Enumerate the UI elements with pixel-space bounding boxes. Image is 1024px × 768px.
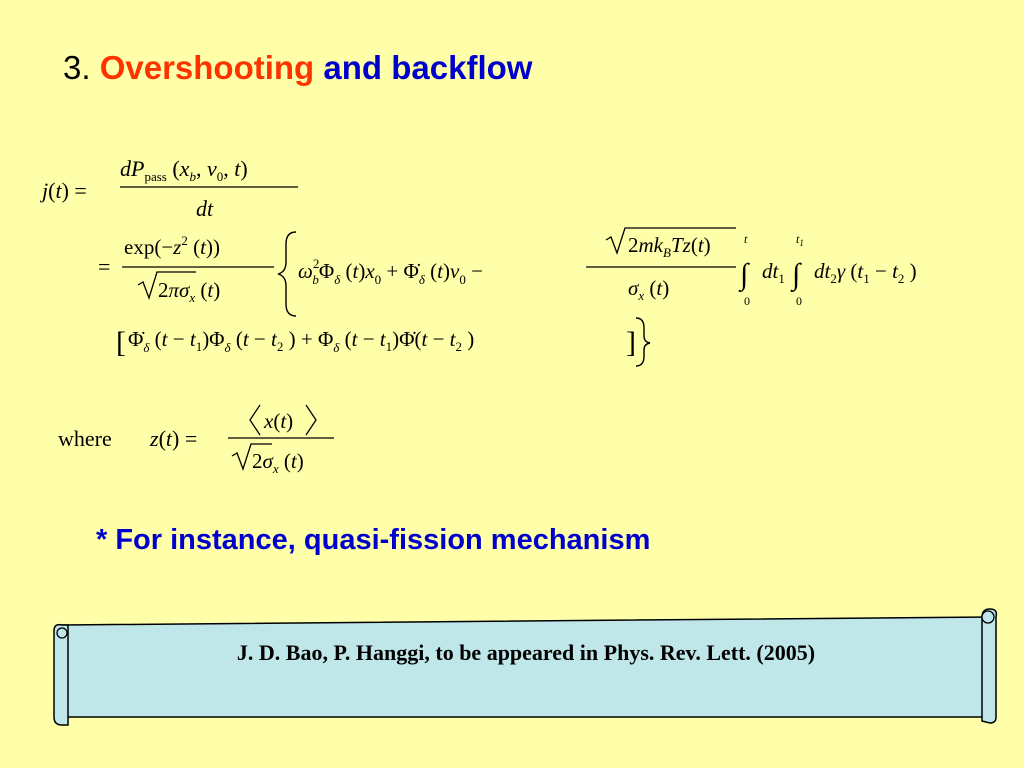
svg-text:0: 0 <box>796 294 802 308</box>
title-number: 3. <box>63 49 91 86</box>
svg-text:j(t) =: j(t) = <box>42 178 87 203</box>
svg-text:Φ̇δ (t − t1)Φδ (t − t2 ) + Φδ: $\Phi̇_\delta$ $(t - t_1)\Phi_\delta$ ($t - t_2$ ) + $\Phi_\delta$ $(t - t_1)\Phi̇(t - t_2$ ) <box>128 327 475 355</box>
svg-text:dt: dt <box>196 196 214 221</box>
svg-text:]: ] <box>626 326 636 359</box>
svg-text:[: [ <box>116 326 126 359</box>
svg-text:∫: ∫ <box>792 258 801 291</box>
svg-text:dt1: $dt_1$ <box>762 259 785 286</box>
equation-where <box>58 405 334 476</box>
svg-text:t1: $t_1$ <box>796 232 804 248</box>
title-rest: and backflow <box>323 49 533 86</box>
svg-text:ω2bΦδ (t)x0 + Φ̇δ (t)v0 −: $\omega^2$ $b\Phi_\delta$ $(t)x_0$ + $\Phi̇_\delta$ $(t)v_0$ − <box>298 256 483 287</box>
svg-text:dPpass (xb, v0, t): $dP_{pass}$ ($x_b$, $v_0$, t) <box>120 156 248 184</box>
equation-block <box>40 140 980 480</box>
title-highlight: Overshooting <box>99 49 315 86</box>
svg-text:0: 0 <box>744 294 750 308</box>
slide-title <box>63 46 532 90</box>
svg-text:x(t): x(t) <box>264 409 294 433</box>
svg-text:exp(−z2 (t)): $\exp(-z^2$ (t)) <box>124 233 220 259</box>
svg-text:dt2γ (t1 − t2 ): $dt_2\gamma$ ($t_1 - t_2$ ) <box>814 259 917 286</box>
svg-text:σx (t): $\sigma_x$ (t) <box>628 276 670 303</box>
svg-text:∫: ∫ <box>740 258 749 291</box>
equation-line-2 <box>98 228 917 316</box>
svg-text:2πσx (t): $2\pi\sigma_x$ (t) <box>158 278 221 305</box>
reference-text: J. D. Bao, P. Hanggi, to be appeared in Phys. Rev. Lett. (2005) <box>236 640 816 665</box>
reference-scroll <box>50 605 1002 727</box>
svg-text:=: = <box>98 254 111 279</box>
svg-text:where: where <box>58 426 112 451</box>
equation-line-1 <box>40 156 298 221</box>
svg-text:2mkBTz(t): $2mk_BTz(t)$ <box>628 233 711 260</box>
bullet-note: * For instance, quasi-fission mechanism <box>96 524 651 556</box>
svg-text:t: t <box>744 232 748 246</box>
svg-text:2σx (t): $2\sigma_x$ (t) <box>252 449 304 476</box>
svg-text:z(t) =: z(t) = <box>150 426 198 451</box>
equation-line-3 <box>116 318 650 366</box>
